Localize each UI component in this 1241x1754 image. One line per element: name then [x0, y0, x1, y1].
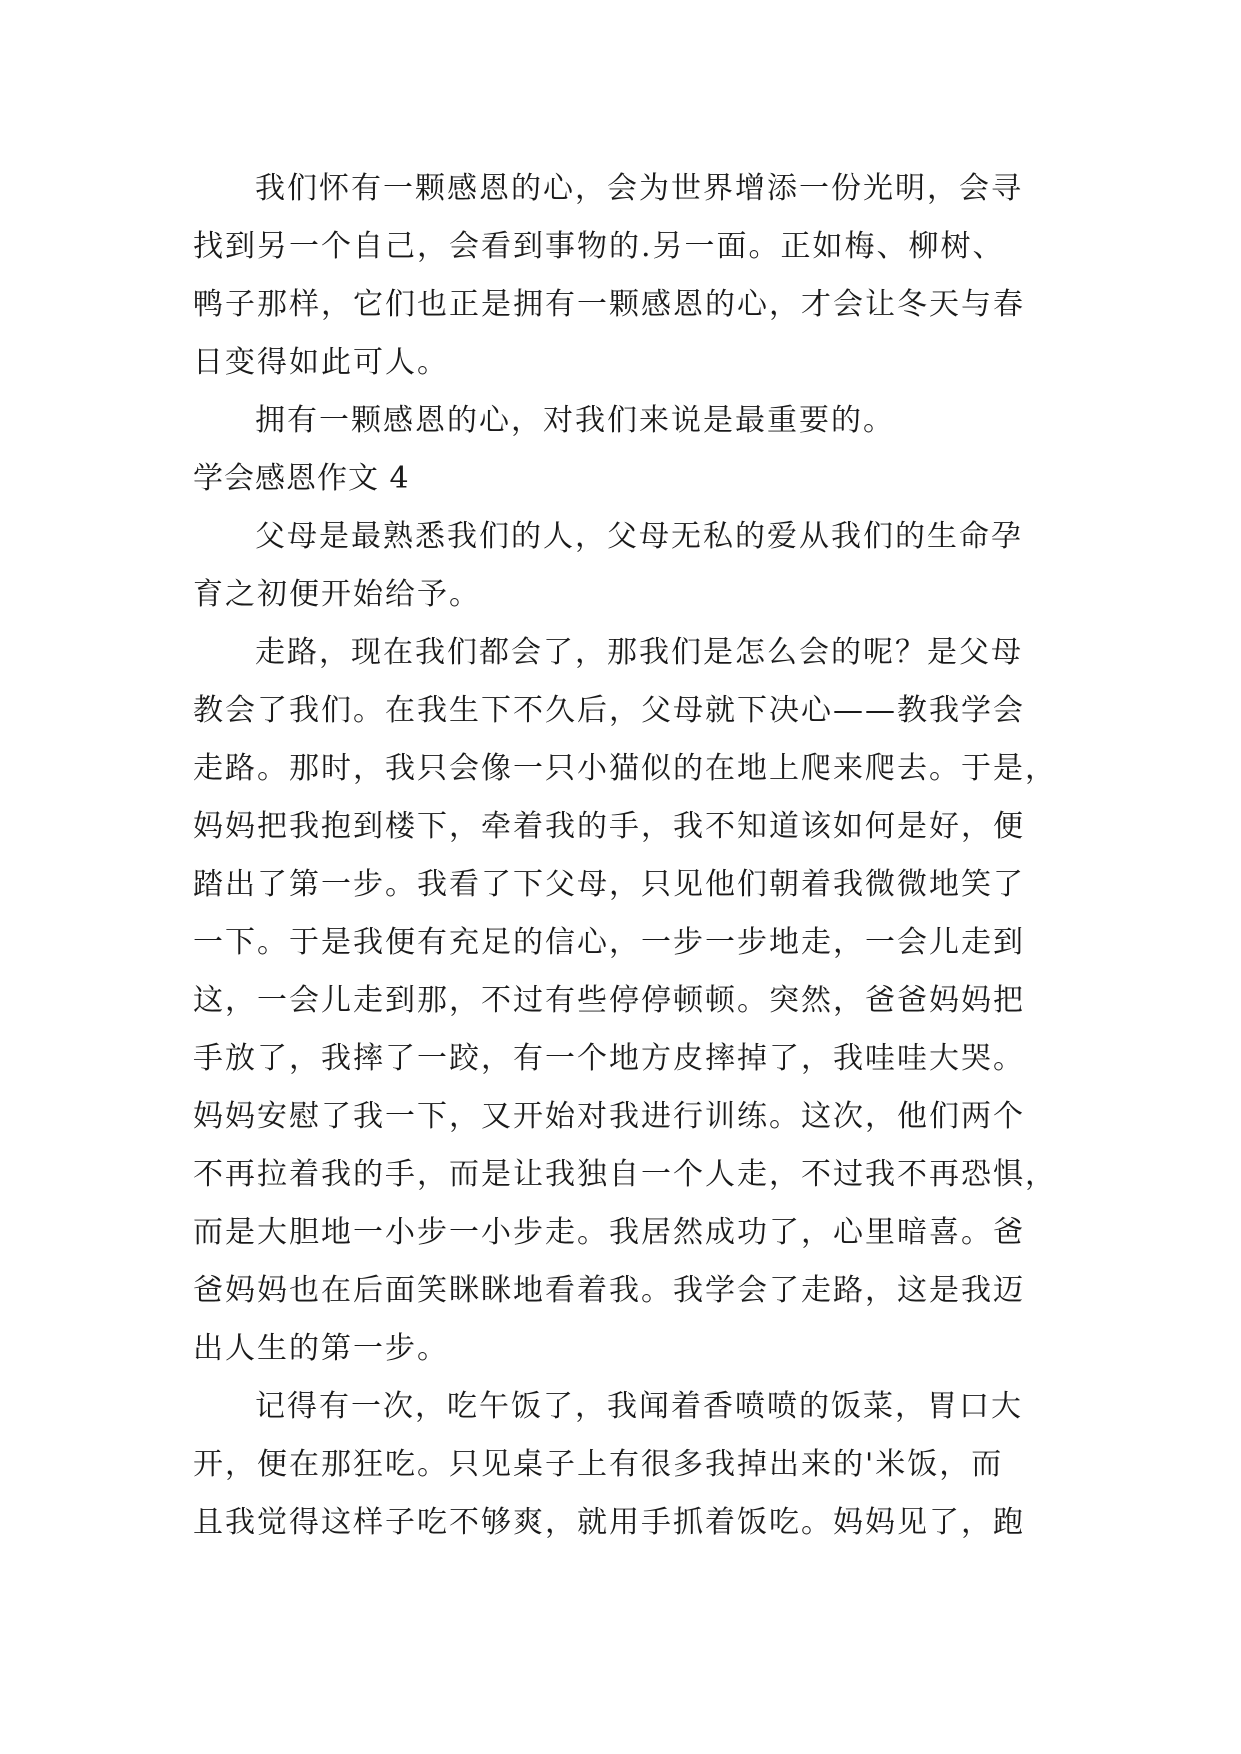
paragraph-line: 踏出了第一步。我看了下父母，只见他们朝着我微微地笑了 — [193, 867, 1025, 902]
paragraph-line: 这，一会儿走到那，不过有些停停顿顿。突然，爸爸妈妈把 — [193, 983, 1025, 1018]
paragraph-line: 走路，现在我们都会了，那我们是怎么会的呢？是父母 — [255, 635, 1023, 670]
paragraph-line: 爸妈妈也在后面笑眯眯地看着我。我学会了走路，这是我迈 — [193, 1273, 1025, 1308]
paragraph-line: 出人生的第一步。 — [193, 1331, 449, 1366]
paragraph-line: 鸭子那样，它们也正是拥有一颗感恩的心，才会让冬天与春 — [193, 287, 1025, 322]
paragraph-line: 拥有一颗感恩的心，对我们来说是最重要的。 — [255, 403, 895, 438]
paragraph-line: 我们怀有一颗感恩的心，会为世界增添一份光明，会寻 — [255, 171, 1023, 206]
paragraph-line: 妈妈安慰了我一下，又开始对我进行训练。这次，他们两个 — [193, 1099, 1025, 1134]
paragraph-line: 手放了，我摔了一跤，有一个地方皮摔掉了，我哇哇大哭。 — [193, 1041, 1025, 1076]
paragraph-line: 一下。于是我便有充足的信心，一步一步地走，一会儿走到 — [193, 925, 1025, 960]
paragraph-line: 记得有一次，吃午饭了，我闻着香喷喷的饭菜，胃口大 — [255, 1389, 1023, 1424]
document-body — [193, 160, 1057, 1552]
paragraph-line: 育之初便开始给予。 — [193, 577, 481, 612]
paragraph-line: 不再拉着我的手，而是让我独自一个人走，不过我不再恐惧， — [193, 1157, 1057, 1192]
paragraph-line: 教会了我们。在我生下不久后，父母就下决心——教我学会 — [193, 693, 1025, 728]
paragraph-line: 走路。那时，我只会像一只小猫似的在地上爬来爬去。于是， — [193, 751, 1057, 786]
paragraph-line: 开，便在那狂吃。只见桌子上有很多我掉出来的'米饭，而 — [193, 1447, 1004, 1482]
paragraph-line: 且我觉得这样子吃不够爽，就用手抓着饭吃。妈妈见了，跑 — [193, 1505, 1025, 1540]
paragraph-line: 而是大胆地一小步一小步走。我居然成功了，心里暗喜。爸 — [193, 1215, 1025, 1250]
paragraph-line: 日变得如此可人。 — [193, 345, 449, 380]
paragraph-line: 找到另一个自己，会看到事物的.另一面。正如梅、柳树、 — [193, 229, 1005, 264]
paragraph-line: 父母是最熟悉我们的人，父母无私的爱从我们的生命孕 — [255, 519, 1023, 554]
paragraph-line: 妈妈把我抱到楼下，牵着我的手，我不知道该如何是好，便 — [193, 809, 1025, 844]
section-heading: 学会感恩作文 4 — [193, 461, 410, 496]
